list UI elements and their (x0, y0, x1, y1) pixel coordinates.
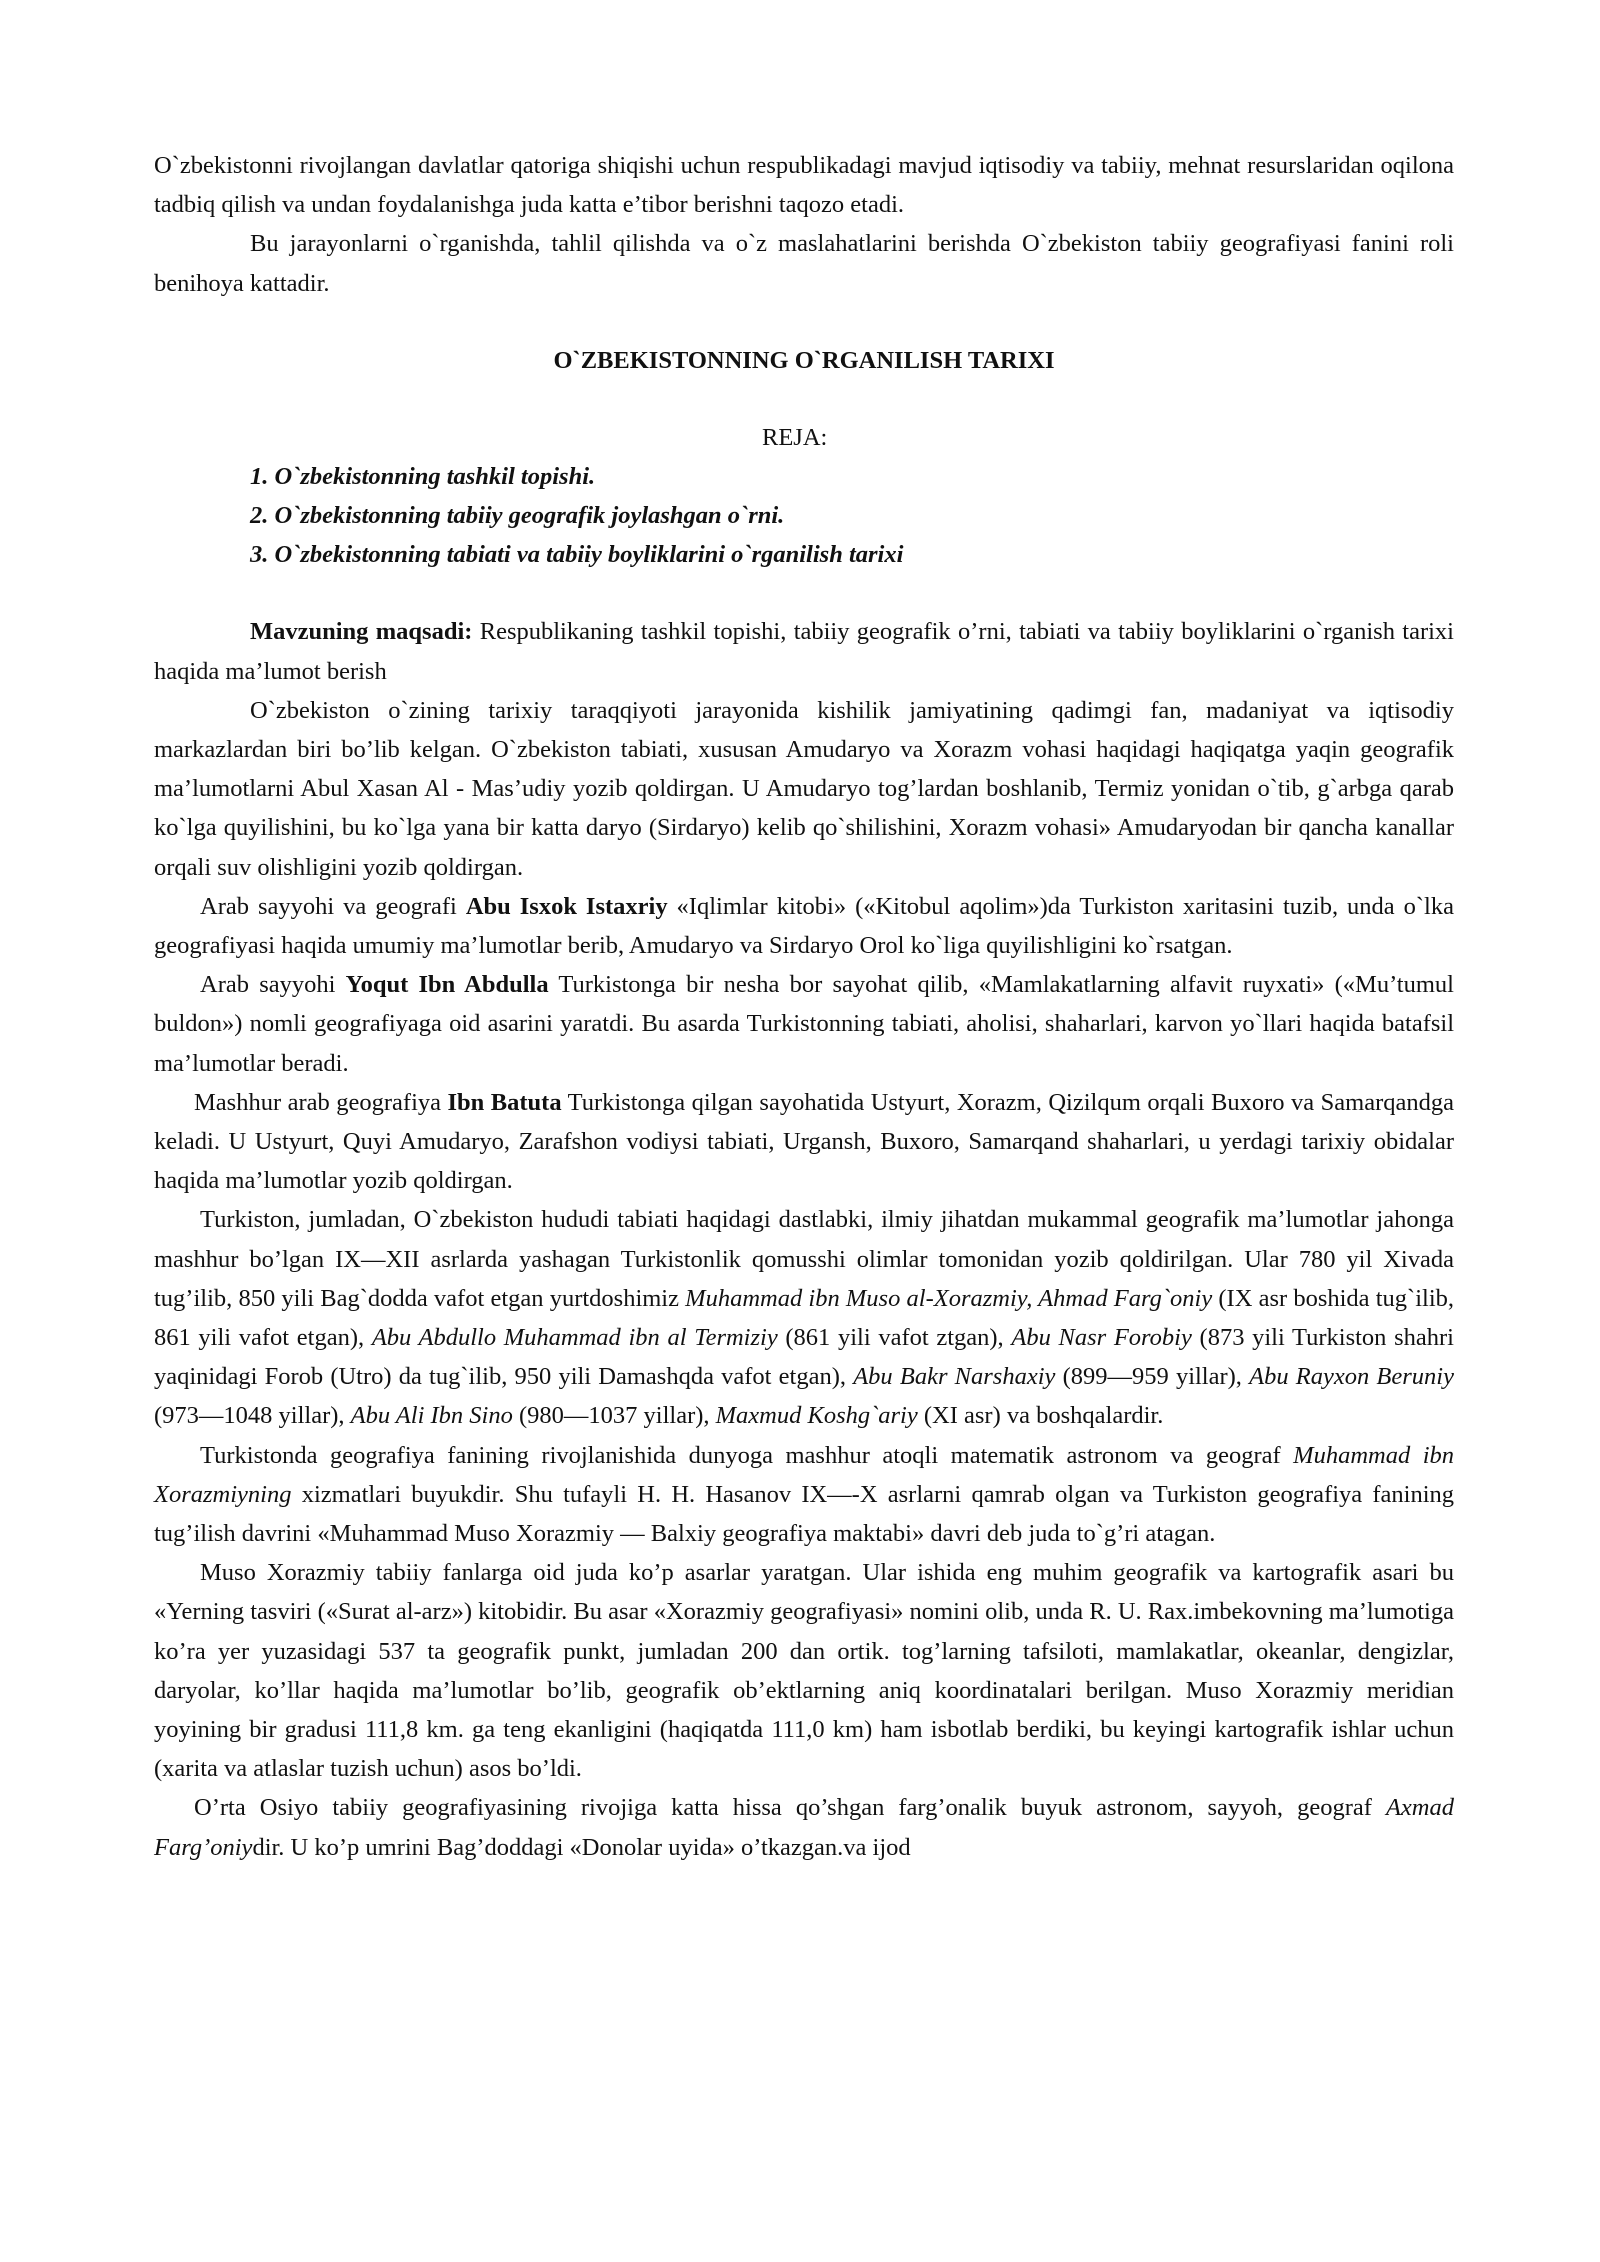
text-span: (899—959 yillar), (1055, 1363, 1250, 1391)
school-paragraph (154, 1436, 1454, 1554)
text-span: Turkistonda geografiya fanining rivojlanishida dunyoga mashhur atoqli matematik astronom va geograf (200, 1441, 1294, 1469)
plan-list (154, 457, 1454, 575)
spacer (154, 574, 1454, 612)
text-span: Turkistonga bir nesha bor sayohat qilib, «Mamlakatlarning alfavit ruyxati» («Mu’tumul buldon») nomli geografiyaga oid asarini yaratdi. Bu asarda Turkistonning tabiati, aholisi, shaharlari, karvon yo`llari haqida batafsil ma’lumotlar beradi. (154, 971, 1454, 1077)
goal-text: Respublikaning tashkil topishi, tabiiy geografik o’rni, tabiati va tabiiy boyliklarini o`rganish tarixi haqida ma’lumot berish (154, 618, 1454, 685)
scholar-name: Abu Ali Ibn Sino (350, 1402, 513, 1430)
text-span: (973—1048 yillar), (154, 1402, 351, 1430)
text-span: «Iqlimlar kitobi» («Kitobul aqolim»)da Turkiston xaritasini tuzib, unda o`lka geografiyasi haqida umumiy ma’lumotlar berib, Amudaryo va Sirdaryo Orol ko`liga quyilishligini ko`rsatgan. (154, 892, 1454, 959)
yoqut-paragraph (154, 965, 1454, 1083)
fargoniy-paragraph (154, 1788, 1454, 1866)
text-span: (980—1037 yillar), (512, 1402, 716, 1430)
intro-paragraph-2: Bu jarayonlarni o`rganishda, tahlil qilishda va o`z maslahatlarini berishda O`zbekiston tabiiy geografiyasi fanini roli benihoya kattadir. (154, 230, 1454, 297)
text-span: Arab sayyohi va geografi (200, 892, 466, 920)
goal-label: Mavzuning maqsadi: (250, 618, 473, 646)
scholar-name: Abu Bakr Narshaxiy (853, 1363, 1056, 1391)
plan-item: 3. O`zbekistonning tabiati va tabiiy boyliklarini o`rganilish tarixi (250, 541, 904, 569)
text-span: xizmatlari buyukdir. Shu tufayli H. H. Hasanov IX—-X asrlarni qamrab olgan va Turkiston geografiya fanining tug’ilish davrini «Muhammad Muso Xorazmiy — Balxiy geografiya maktabi» davri deb juda to`g’ri atagan. (154, 1480, 1454, 1548)
surat-paragraph: Muso Xorazmiy tabiiy fanlarga oid juda ko’p asarlar yaratgan. Ular ishida eng muhim geografik va kartografik asari bu «Yerning tasviri («Surat al-arz») kitobidir. Bu asar «Xorazmiy geografiyasi» nomini olib, unda R. U. Rax.imbekovning ma’lumotiga ko’ra yer yuzasidagi 537 ta geografik punkt, jumladan 200 dan ortik. tog’larning tafsiloti, mamlakatlar, okeanlar, dengizlar, daryolar, ko’llar haqida ma’lumotlar bo’lib, geografik ob’ektlarning aniq koordinatalari berilgan. Muso Xorazmiy meridian yoyining bir gradusi 111,8 km. ga teng ekanligini (haqiqatda 111,0 km) ham isbotlab berdiki, bu keyingi kartografik ishlar uchun (xarita va atlaslar tuzish uchun) asos bo’ldi. (154, 1559, 1454, 1783)
text-span: Arab sayyohi (200, 971, 346, 999)
text-span: (IX asr boshida tug`ilib, 861 yili vafot etgan), (154, 1284, 1454, 1352)
person-name: Abu Isxok Istaxriy (465, 892, 668, 920)
text-span: O’rta Osiyo tabiiy geografiyasining rivojiga katta hissa qo’shgan farg’onalik buyuk astronom, sayyoh, geograf (194, 1794, 1386, 1822)
scholar-name: Muhammad ibn Muso al-Xorazmiy, Ahmad Farg`oniy (685, 1284, 1213, 1312)
batuta-paragraph (154, 1083, 1454, 1201)
text-span: (861 yili vafot ztgan), (777, 1324, 1012, 1352)
scholar-name: Axmad Farg’oniy (154, 1794, 1454, 1861)
text-span: dir. U ko’p umrini Bag’doddagi «Donolar uyida» o’tkazgan.va ijod (252, 1833, 911, 1861)
scholar-name: Muhammad ibn Xorazmiyning (154, 1441, 1455, 1508)
scholar-name: Maxmud Koshg`ariy (715, 1402, 918, 1430)
text-span: (873 yili Turkiston shahri yaqinidagi Forob (Utro) da tug`ilib, 950 yili Damashqda vafot etgan), (154, 1324, 1454, 1391)
text-span: (XI asr) va boshqalardir. (917, 1402, 1164, 1430)
section-title: O`ZBEKISTONNING O`RGANILISH TARIXI (553, 346, 1055, 374)
istaxriy-paragraph (154, 887, 1454, 965)
plan-item: 2. O`zbekistonning tabiiy geografik joylashgan o`rni. (250, 502, 785, 529)
scholar-name: Abu Rayxon Beruniy (1249, 1363, 1454, 1391)
goal-paragraph (154, 612, 1454, 690)
scholar-name: Abu Nasr Forobiy (1011, 1324, 1192, 1352)
person-name: Ibn Batuta (447, 1088, 562, 1116)
text-span: Turkiston, jumladan, O`zbekiston hududi tabiati haqidagi dastlabki, ilmiy jihatdan mukammal geografik ma’lumotlar jahonga mashhur bo’lgan IX—XII asrlarda yashagan Turkistonlik qomusshi olimlar tomonidan yozib qoldirilgan. Ular 780 yil Xivada tug’ilib, 850 yili Bag`dodda vafot etgan yurtdoshimiz (154, 1206, 1454, 1312)
scholar-name: Abu Abdullo Muhammad ibn al Termiziy (371, 1324, 778, 1352)
text-span: Turkistonga qilgan sayohatida Ustyurt, Xorazm, Qizilqum orqali Buxoro va Samarqandga keladi. U Ustyurt, Quyi Amudaryo, Zarafshon vodiysi tabiati, Urgansh, Buxoro, Samarqand shaharlari, u yerdagi tarixiy obidalar haqida ma’lumotlar yozib qoldirgan. (154, 1088, 1454, 1195)
person-name: Yoqut Ibn Abdulla (345, 971, 549, 999)
history-paragraph: O`zbekiston o`zining tarixiy taraqqiyoti jarayonida kishilik jamiyatining qadimgi fan, madaniyat va iqtisodiy markazlardan biri bo’lib kelgan. O`zbekiston tabiati, xususan Amudaryo va Xorazm vohasi haqidagi haqiqatga yaqin geografik ma’lumotlarni Abul Xasan Al - Mas’udiy yozib qoldirgan. U Amudaryo tog’lardan boshlanib, Termiz yonidan o`tib, g`arbga qarab ko`lga quyilishini, bu ko`lga yana bir katta daryo (Sirdaryo) kelib qo`shilishini, Xorazm vohasi» Amudaryodan bir qancha kanallar orqali suv olishligini yozib qoldirgan. (154, 696, 1454, 881)
intro-paragraph-1: O`zbekistonni rivojlangan davlatlar qatoriga shiqishi uchun respublikadagi mavjud iqtisodiy va tabiiy, mehnat resurslaridan oqilona tadbiq qilish va undan foydalanishga juda katta e’tibor berishni taqozo etadi. (154, 152, 1454, 219)
text-span: Mashhur arab geografiya (194, 1088, 448, 1116)
plan-label: REJA: (762, 423, 828, 451)
scholars-paragraph (154, 1200, 1454, 1435)
plan-item: 1. O`zbekistonning tashkil topishi. (250, 462, 596, 490)
